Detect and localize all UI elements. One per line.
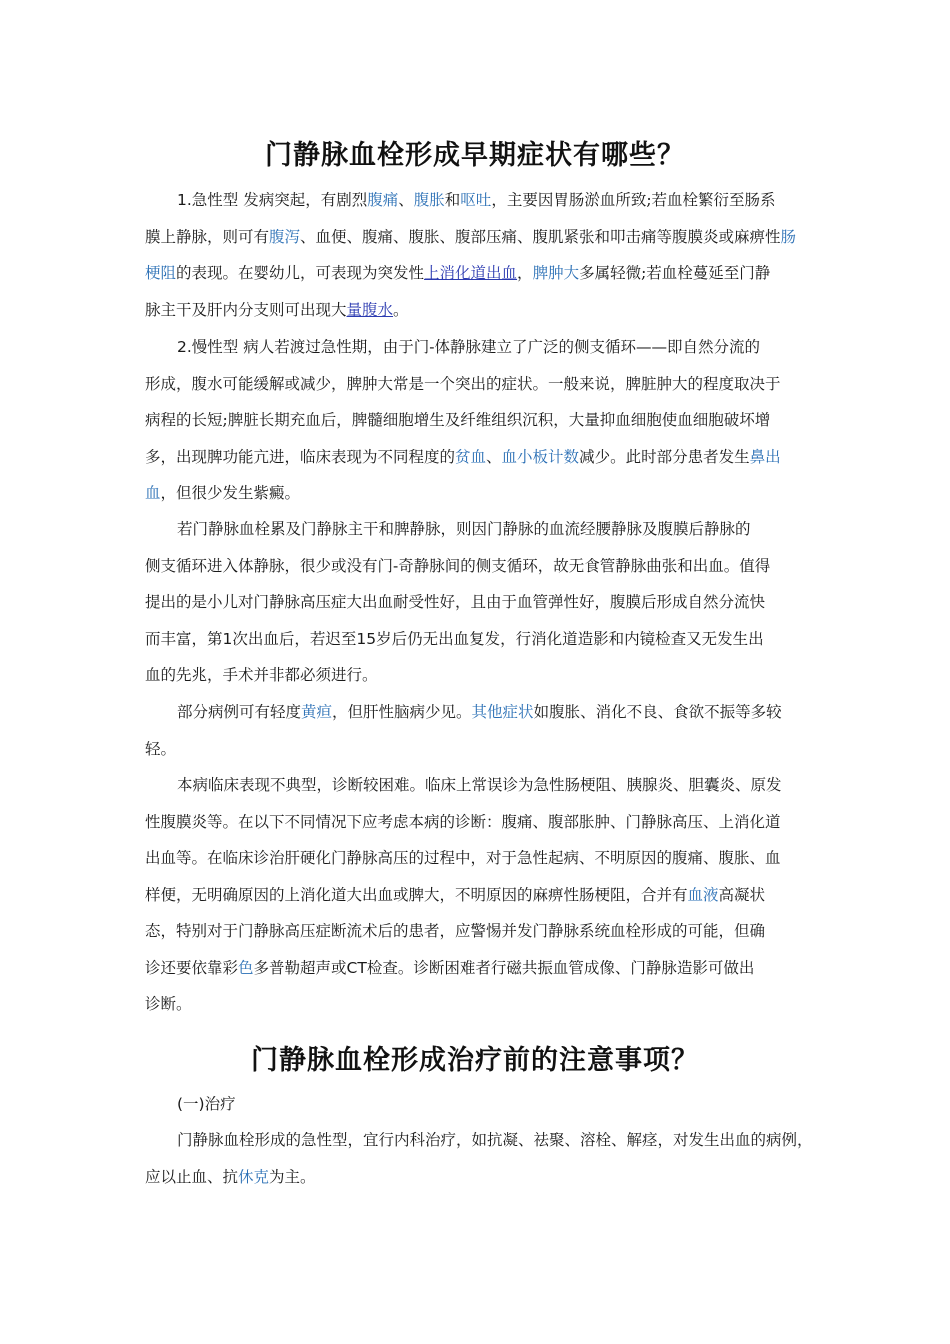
link-vomiting[interactable]: 呕吐	[460, 191, 492, 209]
paragraph-chronic-type: 2.慢性型 病人若渡过急性期，由于门-体静脉建立了广泛的侧支循环——即自然分流的 形成，腹水可能缓解或减少，脾肿大常是一个突出的症状。一般来说，脾脏肿大的程度取决于 病程的长短;脾脏长期充血后，脾髓细胞增生及纤维组织沉积，大量抑血细胞使血细胞破坏增 多，出现脾功能亢进，临床表现为不同程度的贫血、血小板计数减少。此时部分患者发生鼻出 血，但很少发生紫癜。	[145, 338, 781, 502]
link-upper-gi-bleeding[interactable]: 上消化道出血	[424, 264, 518, 282]
list-number: 1.	[177, 191, 192, 209]
link-anemia[interactable]: 贫血	[455, 447, 487, 466]
link-diarrhea[interactable]: 腹泻	[269, 227, 301, 246]
link-intestinal-obstruction-part1[interactable]: 肠	[780, 227, 797, 246]
section-label-treatment: (一)治疗	[177, 1095, 236, 1113]
link-jaundice[interactable]: 黄疸	[301, 703, 333, 721]
paragraph-diagnosis: 本病临床表现不典型，诊断较困难。临床上常误诊为急性肠梗阻、胰腺炎、胆囊炎、原发 性腹膜炎等。在以下不同情况下应考虑本病的诊断：腹痛、腹部胀肿、门静脉高压、上消化道 出血等。在临床诊治肝硬化门静脉高压的过程中，对于急性起病、不明原因的腹痛、腹胀、血 样便，无明确原因的上消化道大出血或脾大，不明原因的麻痹性肠梗阻，合并有血液高凝状 态，特别对于门静脉高压症断流术后的患者，应警惕并发门静脉系统血栓形成的可能，但确 诊还要依靠彩色多普勒超声或CT检查。诊断困难者行磁共振血管成像、门静脉造影可做出 诊断。	[145, 776, 782, 1013]
link-shock[interactable]: 休克	[238, 1167, 270, 1186]
paragraph-jaundice: 部分病例可有轻度黄疸，但肝性脑病少见。其他症状如腹胀、消化不良、食欲不振等多较 轻。	[145, 703, 782, 758]
link-splenomegaly[interactable]: 脾肿大	[532, 264, 580, 282]
link-blood[interactable]: 血液	[687, 885, 719, 904]
link-nosebleed-part1[interactable]: 鼻出	[749, 447, 781, 466]
link-bloating[interactable]: 腹胀	[413, 191, 445, 209]
link-color[interactable]: 色	[238, 958, 254, 977]
link-other-symptoms[interactable]: 其他症状	[471, 703, 534, 721]
link-intestinal-obstruction-part2[interactable]: 梗阻	[145, 264, 177, 282]
link-ascites[interactable]: 量腹水	[346, 300, 394, 319]
paragraph-acute-type: 1.急性型 发病突起，有剧烈腹痛、腹胀和呕吐，主要因胃肠淤血所致;若血栓繁衍至肠系 膜上静脉，则可有腹泻、血便、腹痛、腹胀、腹部压痛、腹肌紧张和叩击痛等腹膜炎或麻痹性肠 梗阻的表现。在婴幼儿，可表现为突发性上消化道出血，脾肿大多属轻微;若血栓蔓延至门静 脉主干及肝内分支则可出现大量腹水。	[145, 191, 797, 319]
heading-treatment-notes: 门静脉血栓形成治疗前的注意事项？	[251, 1045, 699, 1076]
paragraph-splenic-vein: 若门静脉血栓累及门静脉主干和脾静脉，则因门静脉的血流经腰静脉及腹膜后静脉的 侧支循环进入体静脉，很少或没有门-奇静脉间的侧支循环，故无食管静脉曲张和出血。值得 提出的是小儿对门静脉高压症大出血耐受性好，且由于血管弹性好，腹膜后形成自然分流快 而丰富，第1次出血后，若迟至15岁后仍无出血复发，行消化道造影和内镜检查又无发生出 血的先兆，手术并非都必须进行。	[145, 520, 771, 684]
link-nosebleed-part2[interactable]: 血	[145, 484, 161, 502]
link-platelet-count[interactable]: 血小板计数	[501, 447, 580, 466]
paragraph-treatment: 门静脉血栓形成的急性型，宜行内科治疗，如抗凝、祛聚、溶栓、解痉，对发生出血的病例， 应以止血、抗休克为主。	[145, 1131, 813, 1186]
list-number: 2.	[177, 338, 192, 356]
link-abdominal-pain[interactable]: 腹痛	[367, 191, 399, 209]
heading-early-symptoms: 门静脉血栓形成早期症状有哪些？	[265, 140, 685, 171]
